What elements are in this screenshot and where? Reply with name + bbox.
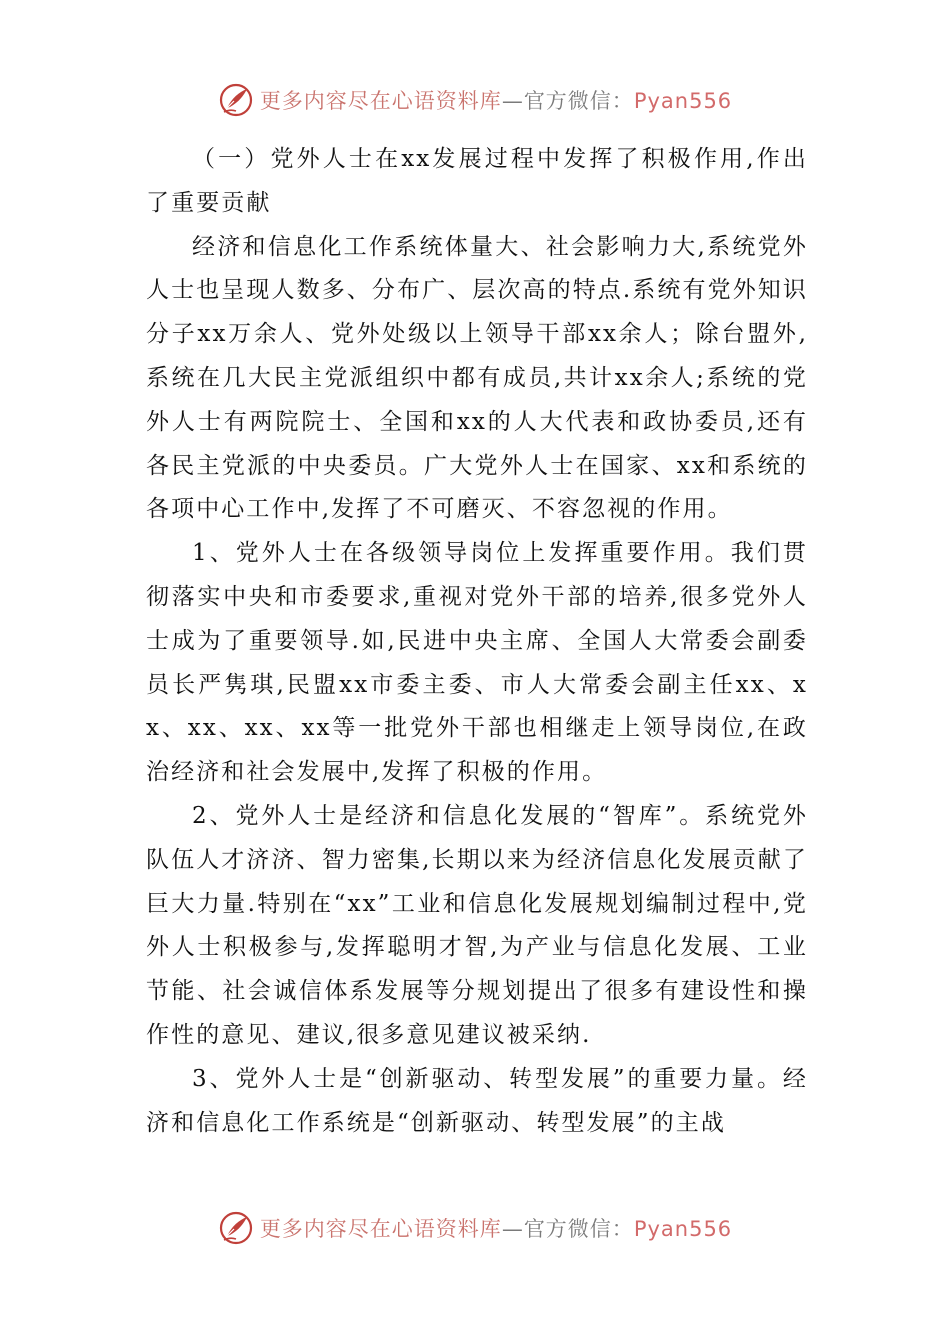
section-heading: （一）党外人士在xx发展过程中发挥了积极作用,作出了重要贡献: [146, 146, 808, 216]
quill-logo-icon: [218, 1210, 254, 1246]
watermark-footer: [0, 1210, 950, 1246]
watermark-separator: —官方微信：: [501, 1217, 634, 1241]
paragraph-point-2: 2、党外人士是经济和信息化发展的“智库”。系统党外队伍人才济济、智力密集,长期以来为经济信息化发展贡献了巨大力量.特别在“xx”工业和信息化发展规划编制过程中,党外人士积极参与,发挥聪明才智,为产业与信息化发展、工业节能、社会诚信体系发展等分规划提出了很多有建设性和操作性的意见、建议,很多意见建议被采纳.: [146, 802, 809, 1048]
paragraph-point-3: 3、党外人士是“创新驱动、转型发展”的重要力量。经济和信息化工作系统是“创新驱动、转型发展”的主战: [146, 1065, 808, 1136]
paragraph-point-1: 1、党外人士在各级领导岗位上发挥重要作用。我们贯彻落实中央和市委要求,重视对党外干部的培养,很多党外人士成为了重要领导.如,民进中央主席、全国人大常委会副委员长严隽琪,民盟xx市委主委、市人大常委会副主任xx、xx、xx、xx、xx等一批党外干部也相继走上领导岗位,在政治经济和社会发展中,发挥了积极的作用。: [146, 540, 808, 786]
watermark-header: [0, 82, 950, 118]
quill-logo-icon: [218, 82, 254, 118]
document-body: [146, 138, 808, 1145]
watermark-main: 更多内容尽在心语资料库: [259, 89, 502, 113]
paragraph-overview: 经济和信息化工作系统体量大、社会影响力大,系统党外人士也呈现人数多、分布广、层次高的特点.系统有党外知识分子xx万余人、党外处级以上领导干部xx余人；除台盟外,系统在几大民主党派组织中都有成员,共计xx余人;系统的党外人士有两院院士、全国和xx的人大代表和政协委员,还有各民主党派的中央委员。广大党外人士在国家、xx和系统的各项中心工作中,发挥了不可磨灭、不容忽视的作用。: [146, 233, 809, 523]
watermark-separator: —官方微信：: [501, 89, 634, 113]
watermark-id: Pyan556: [633, 1217, 733, 1241]
watermark-main: 更多内容尽在心语资料库: [259, 1217, 502, 1241]
watermark-id: Pyan556: [633, 89, 733, 113]
watermark-text: [260, 85, 732, 115]
watermark-text: [260, 1213, 732, 1243]
